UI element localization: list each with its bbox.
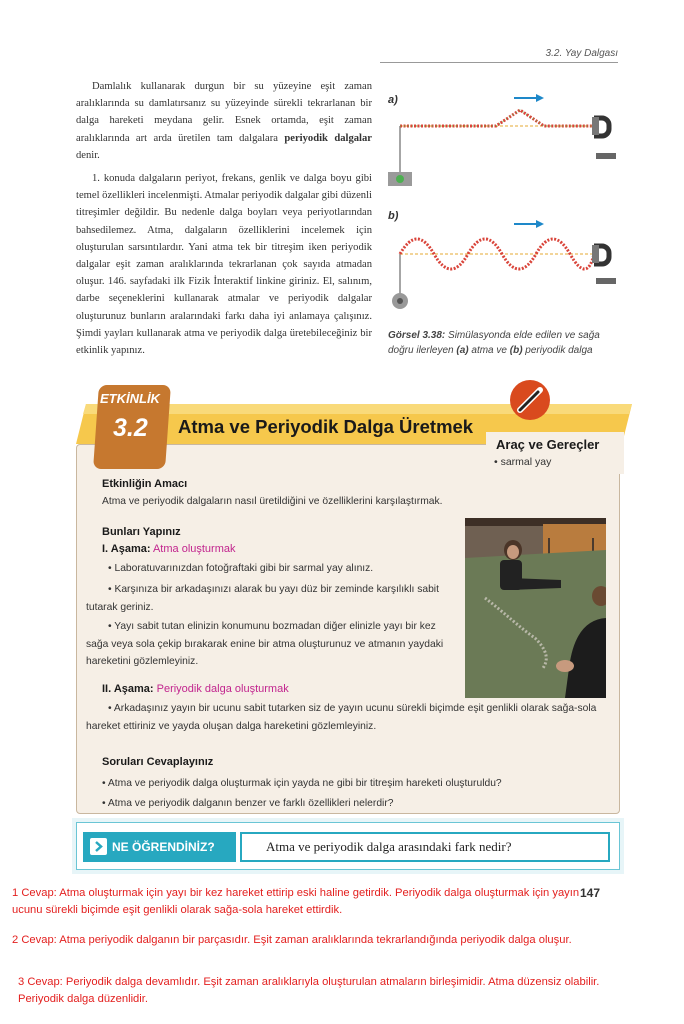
- aim-text: Atma ve periyodik dalgaların nasıl üretildiğini ve özelliklerini karşılaştırmak.: [102, 496, 443, 507]
- questions-heading: Soruları Cevaplayınız: [102, 756, 214, 768]
- header-divider: [380, 62, 618, 63]
- phase-1-step: • Yayı sabit tutan elinizin konumunu bozmadan diğer elinizle yayı bir kez sağa veya sola çekip bırakarak enine bir atma oluşturunuz ve atmanın yaydaki hareketini gözlemleyiniz.: [86, 621, 444, 667]
- answer-1: 1 Cevap: Atma oluşturmak için yayı bir kez hareket ettirip eski haline getirdik. Periyodik dalga oluşturmak için yayın ucunu sürekli biçimde eşit genlikli olarak sağa-sola hareket ettirdik.: [12, 887, 580, 916]
- steps-heading: Bunları Yapınız: [102, 526, 181, 538]
- activity-badge-word: ETKİNLİK: [100, 391, 160, 406]
- activity-title: Atma ve Periyodik Dalga Üretmek: [178, 416, 474, 437]
- question-item: • Atma ve periyodik dalganın benzer ve farklı özellikleri nelerdir?: [102, 798, 394, 809]
- pulse-diagram: [388, 94, 616, 186]
- answer-2: 2 Cevap: Atma periyodik dalganın bir parçasıdır. Eşit zaman aralıklarında tekrarlandığında periyodik dalga oluşur.: [12, 934, 572, 946]
- intro-paragraph-1: Damlalık kullanarak durgun bir su yüzeyine eşit zaman aralıklarında su damlatırsanız su yüzeyinde sürekli tekrarlanan bir dalga hareketi meydana gelir. Esnek ortamda, eşit zaman aralıklarında art arda üretilen tam dalgalara periyodik dalgalar denir.: [76, 81, 372, 161]
- phase-2-heading: II. Aşama: Periyodik dalga oluşturmak: [102, 683, 289, 695]
- learned-label: NE ÖĞRENDİNİZ?: [112, 840, 215, 854]
- learned-question: Atma ve periyodik dalga arasındaki fark nedir?: [266, 839, 512, 854]
- phase-2-step: • Arkadaşınız yayın bir ucunu sabit tutarken siz de yayın ucunu sürekli biçimde eşit genlikli olarak sağa-sola hareket ettiriniz ve yayda oluşan dalga hareketini gözlemleyiniz.: [86, 703, 597, 732]
- chevron-right-icon: [90, 838, 107, 855]
- phase-1-step: • Karşınıza bir arkadaşınızı alarak bu yayı düz bir zeminde karşılıklı sabit tutarak geriniz.: [86, 584, 439, 613]
- phase-1-heading: I. Aşama: Atma oluşturmak: [102, 543, 236, 555]
- term-periodic-waves: periyodik dalgalar: [284, 132, 372, 144]
- intro-paragraph-2: 1. konuda dalgaların periyot, frekans, genlik ve dalga boyu gibi temel özellikleri incelenmişti. Atmalar periyodik dalgalar gibi düzenli titreşimler değildir. Bu nedenle dalga boyları veya periyotlarından bahsedilemez. Atma, dalgaların özelliklerini incelemek için oluşturulan sarsıntılardır. Yani atma tek bir titreşim iken periyodik dalgalar eşit zaman aralıklarında tekrarlanan çok sayıda atmadan oluşur. 146. sayfadaki ilk Fizik İnteraktif linkine giriniz. El, salınım, darbe seçeneklerini kullanarak atmalar ve periyodik dalgalar oluşturunuz bunların aralarındaki farkı daha iyi anlamaya çalışınız. Şimdi yayları kullanarak atma ve periyodik dalga üretebileceğiniz bir etkinlik yapınız.: [76, 173, 372, 357]
- page-number: 147: [580, 886, 601, 900]
- tools-heading: Araç ve Gereçler: [496, 437, 600, 452]
- question-item: • Atma ve periyodik dalga oluşturmak için yayda ne gibi bir titreşim hareketi oluşturuldu?: [102, 778, 502, 789]
- spring-simulation-figure: [384, 88, 628, 318]
- pencil-icon: [508, 378, 552, 422]
- section-header: 3.2. Yay Dalgası: [545, 48, 618, 59]
- figure-caption: Görsel 3.38: Simülasyonda elde edilen ve sağa doğru ilerleyen (a) atma ve (b) periyodik dalga: [388, 330, 600, 356]
- answer-3: 3 Cevap: Periyodik dalga devamlıdır. Eşit zaman aralıklarıyla oluşturulan atmaların birleşimidir. Atma düzensiz olabilir. Periyodik dalga düzenlidir.: [18, 976, 600, 1005]
- figure-label-b: b): [388, 210, 399, 222]
- periodic-wave-diagram: [392, 220, 616, 309]
- figure-label-a: a): [388, 94, 398, 106]
- activity-photo: [465, 518, 606, 698]
- activity-badge-number: 3.2: [113, 414, 148, 442]
- tools-item: • sarmal yay: [494, 456, 552, 468]
- aim-heading: Etkinliğin Amacı: [102, 478, 188, 490]
- phase-1-step: • Laboratuvarınızdan fotoğraftaki gibi bir sarmal yay alınız.: [108, 563, 374, 574]
